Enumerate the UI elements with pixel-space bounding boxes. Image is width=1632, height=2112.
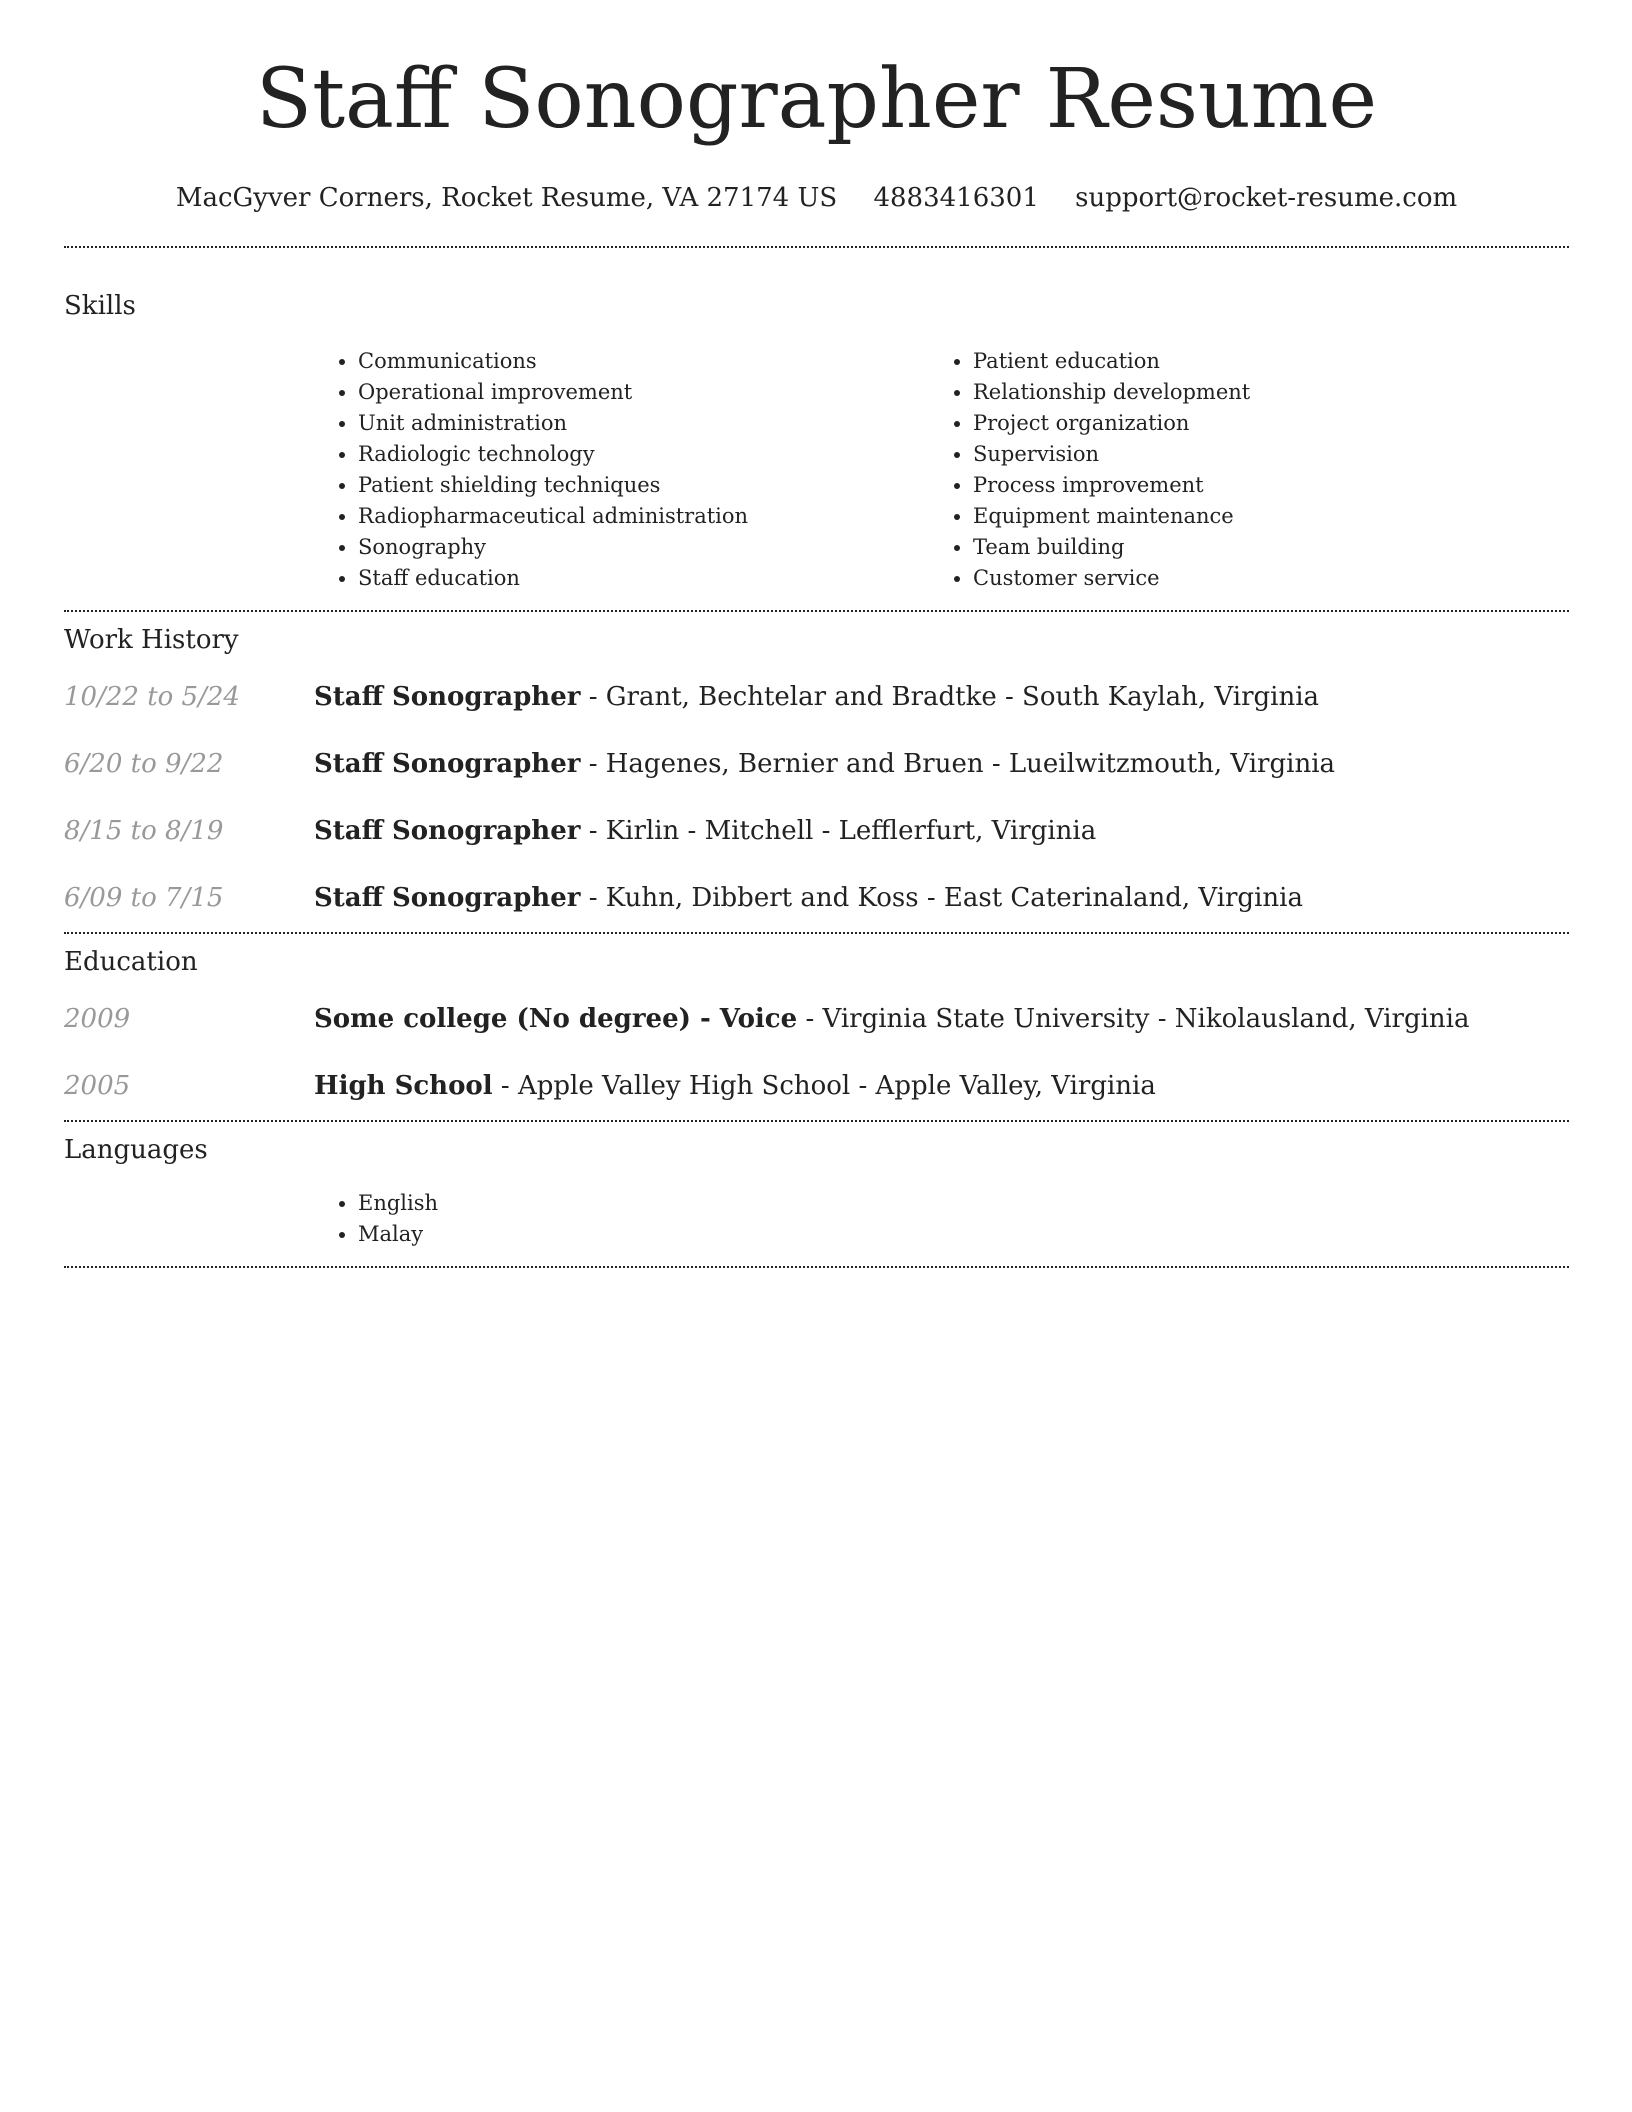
work-role: Staff Sonographer [314,816,581,846]
skill-item: • Relationship development [973,377,1544,408]
skill-item: • Supervision [973,439,1544,470]
education-heading: Education [64,947,198,977]
skill-item: • Patient education [973,346,1544,377]
work-role: Staff Sonographer [314,682,581,712]
skill-item: • Communications [358,346,929,377]
skills-column-right [929,346,1544,594]
divider [64,1266,1569,1268]
skill-item: • Process improvement [973,470,1544,501]
work-dates: 10/22 to 5/24 [64,682,240,712]
languages-column [314,1188,929,1250]
skill-item: • Unit administration [358,408,929,439]
work-entry [64,679,1569,715]
work-entry [64,813,1569,849]
skill-item: • Team building [973,532,1544,563]
contact-address: MacGyver Corners, Rocket Resume, VA 27174 US [175,183,838,213]
contact-email: support@rocket-resume.com [1075,183,1458,213]
work-dates: 8/15 to 8/19 [64,816,224,846]
language-item: • English [358,1188,929,1219]
skill-item: • Radiologic technology [358,439,929,470]
contact-line [64,180,1569,216]
resume-page [64,0,1569,1268]
education-entry [64,1001,1569,1037]
work-role: Staff Sonographer [314,749,581,779]
education-entry [64,1068,1569,1104]
skill-item: • Staff education [358,563,929,594]
contact-phone: 4883416301 [873,183,1039,213]
education-school: - Apple Valley High School - Apple Valley, Virginia [492,1071,1156,1101]
divider [64,932,1569,934]
work-employer: - Grant, Bechtelar and Bradtke - South Kaylah, Virginia [580,682,1320,712]
work-employer: - Kuhn, Dibbert and Koss - East Caterinaland, Virginia [580,883,1303,913]
skills-list [64,346,1569,594]
skill-item: • Operational improvement [358,377,929,408]
skill-item: • Equipment maintenance [973,501,1544,532]
education-degree: Some college (No degree) - Voice [314,1004,798,1034]
divider [64,610,1569,612]
work-dates: 6/20 to 9/22 [64,749,224,779]
education-degree: High School [314,1071,493,1101]
skill-item: • Patient shielding techniques [358,470,929,501]
skill-item: • Sonography [358,532,929,563]
resume-title: Staff Sonographer Resume [255,52,1378,147]
languages-heading: Languages [64,1135,208,1165]
language-item: • Malay [358,1219,929,1250]
divider [64,246,1569,248]
education-year: 2009 [64,1004,131,1034]
skills-column-left [314,346,929,594]
work-dates: 6/09 to 7/15 [64,883,224,913]
skill-item: • Customer service [973,563,1544,594]
work-employer: - Hagenes, Bernier and Bruen - Lueilwitzmouth, Virginia [580,749,1336,779]
education-year: 2005 [64,1071,131,1101]
skills-heading: Skills [64,291,136,321]
work-entry [64,880,1569,916]
skill-item: • Project organization [973,408,1544,439]
work-history-heading: Work History [64,625,239,655]
work-employer: - Kirlin - Mitchell - Lefflerfurt, Virginia [580,816,1097,846]
skill-item: • Radiopharmaceutical administration [358,501,929,532]
work-role: Staff Sonographer [314,883,581,913]
education-school: - Virginia State University - Nikolausland, Virginia [797,1004,1470,1034]
languages-list [64,1188,1569,1250]
work-entry [64,746,1569,782]
divider [64,1120,1569,1122]
